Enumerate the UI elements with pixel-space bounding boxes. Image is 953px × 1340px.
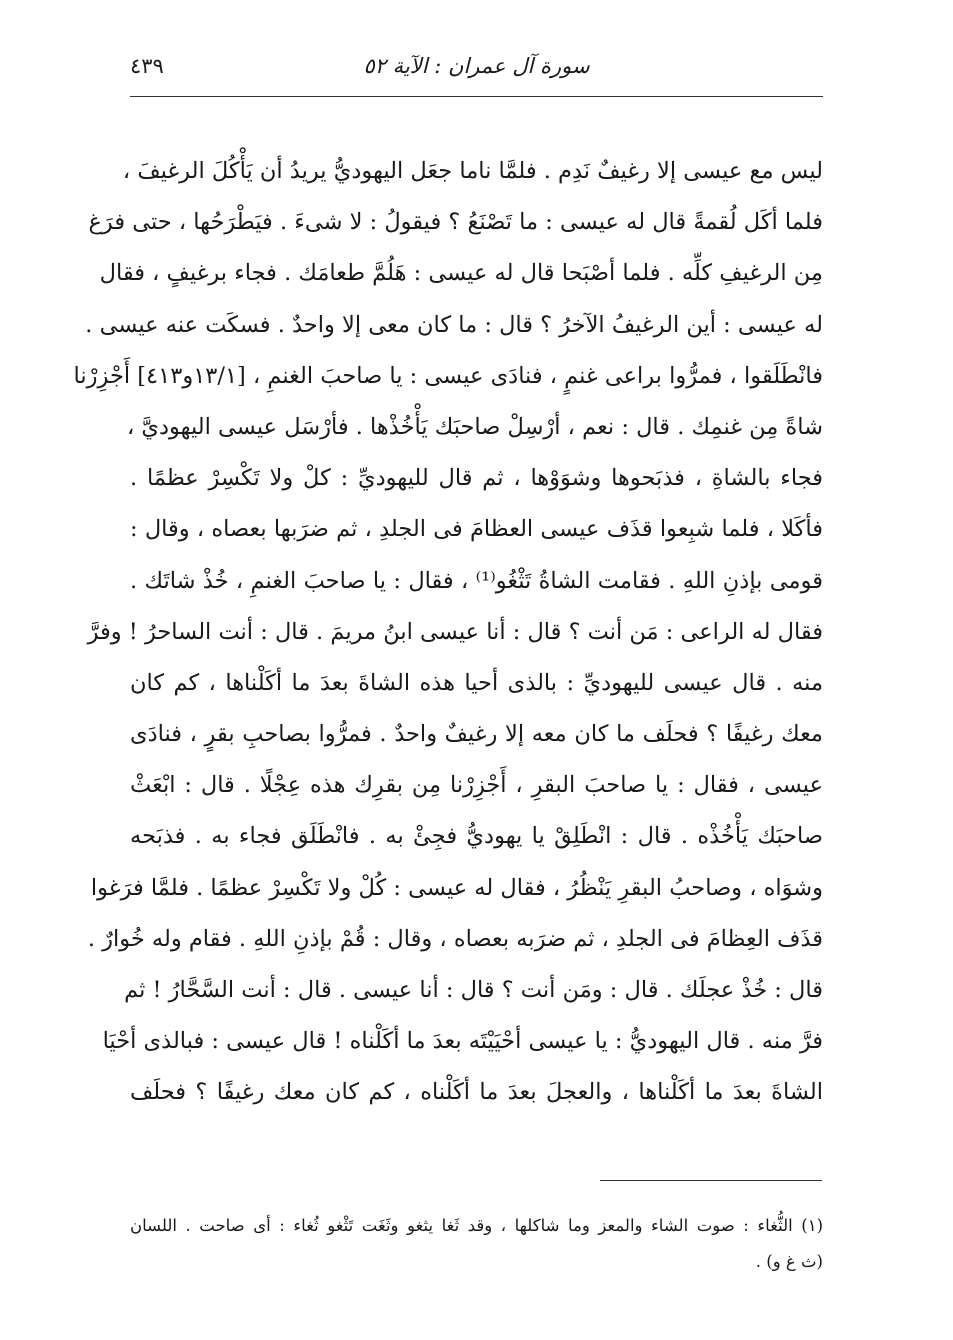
text-line: له عيسى : أين الرغيفُ الآخرُ ؟ قال : ما كان معى إلا واحدٌ . فسكَت عنه عيسى . [85,311,823,338]
page-number: ٤٣٩ [130,54,164,78]
text-line: وشوَاه ، وصاحبُ البقرِ يَنْظُرُ ، فقال له عيسى : كُلْ ولا تَكْسِرْ عظمًا . فلمَّا فرَغوا [90,874,823,901]
text-line: مِن الرغيفِ كلِّه . فلما أصْبَحا قال له عيسى : هَلُمَّ طعامَك . فجاء برغيفٍ ، فقال [99,260,823,287]
text-line: شاةً مِن غنمِك . قال : نعم ، أرْسِلْ صاحبَك يَأْخُذْها . فأرْسَل عيسى اليهوديَّ ، [126,413,823,440]
text-line: فلما أكَل لُقمةً قال له عيسى : ما تَصْنَعُ ؟ فيقولُ : لا شىءَ . فيَطْرَحُها ، حتى فرَغ [88,209,823,236]
page-header [130,50,823,90]
text-line: قال : خُذْ عجلَك . قال : ومَن أنت ؟ قال : أنا عيسى . قال : أنت السَّحَّارُ ! ثم [124,977,823,1003]
header-rule [130,96,823,97]
text-line: منه . قال عيسى لليهوديِّ : بالذى أحيا هذه الشاةَ بعدَ ما أكَلْناها ، كم كان [130,669,823,696]
text-line: الشاةَ بعدَ ما أكَلْناها ، والعجلَ بعدَ ما أكَلْناه ، كم كان معك رغيفًا ؟ فحلَف [130,1079,823,1106]
footnote-rule [600,1180,822,1181]
body-text [73,146,823,1119]
footnote-line: (ث غ و) . [755,1252,823,1271]
running-title: سورة آل عمران : الآية ٥٢ [363,54,590,78]
footnotes [130,1208,823,1280]
footnote-line: (١) الثُّغاء : صوت الشاء والمعز وما شاكلها ، وقد ثَغا يثغو وثَغَت تَثْغو ثُغاء : أى صاحت . اللسان [130,1216,823,1235]
text-line: قومى بإذنِ اللهِ . فقامت الشاةُ تَثْغُو⁽¹⁾ ، فقال : يا صاحبَ الغنمِ ، خُذْ شاتَك . [130,567,823,594]
text-line: فرَّ منه . قال اليهوديُّ : يا عيسى أحْيَيْتَه بعدَ ما أكَلْناه ! قال عيسى : فبالذى أحْيَا [102,1028,823,1055]
text-line: صاحبَك يَأْخُذْه . قال : انْطَلِقْ يا يهوديُّ فجِئْ به . فانْطَلَق فجاء به . فذبَحه [130,823,823,850]
text-line: فقال له الراعى : مَن أنت ؟ قال : أنا عيسى ابنُ مريمَ . قال : أنت الساحرُ ! وفرَّ [87,618,823,645]
text-line: عيسى ، فقال : يا صاحبَ البقرِ ، أَجْزِرْنا مِن بقرِك هذه عِجْلًا . قال : ابْعَثْ [130,772,823,799]
text-line: فأكَلا ، فلما شبِعوا قذَف عيسى العظامَ فى الجلدِ ، ثم ضرَبها بعصاه ، وقال : [130,516,823,543]
text-line: قذَف العِظامَ فى الجلدِ ، ثم ضرَبه بعصاه ، وقال : قُمْ بإذنِ اللهِ . فقام وله خُوارٌ . [87,925,823,952]
text-line: فانْطَلَقوا ، فمرُّوا براعى غنمٍ ، فنادَى عيسى : يا صاحبَ الغنمِ ، [١٣/١و٤١٣] أَجْزِرْنا [73,362,823,389]
text-line: معك رغيفًا ؟ فحلَف ما كان معه إلا رغيفٌ واحدٌ . فمرُّوا بصاحبِ بقرٍ ، فنادَى [130,721,823,748]
text-line: ليس مع عيسى إلا رغيفٌ نَدِم . فلمَّا ناما جعَل اليهوديُّ يريدُ أن يَأْكُلَ الرغيفَ ، [122,158,823,184]
text-line: فجاء بالشاةِ ، فذبَحوها وشوَوْها ، ثم قال لليهوديِّ : كلْ ولا تَكْسِرْ عظمًا . [130,465,823,492]
